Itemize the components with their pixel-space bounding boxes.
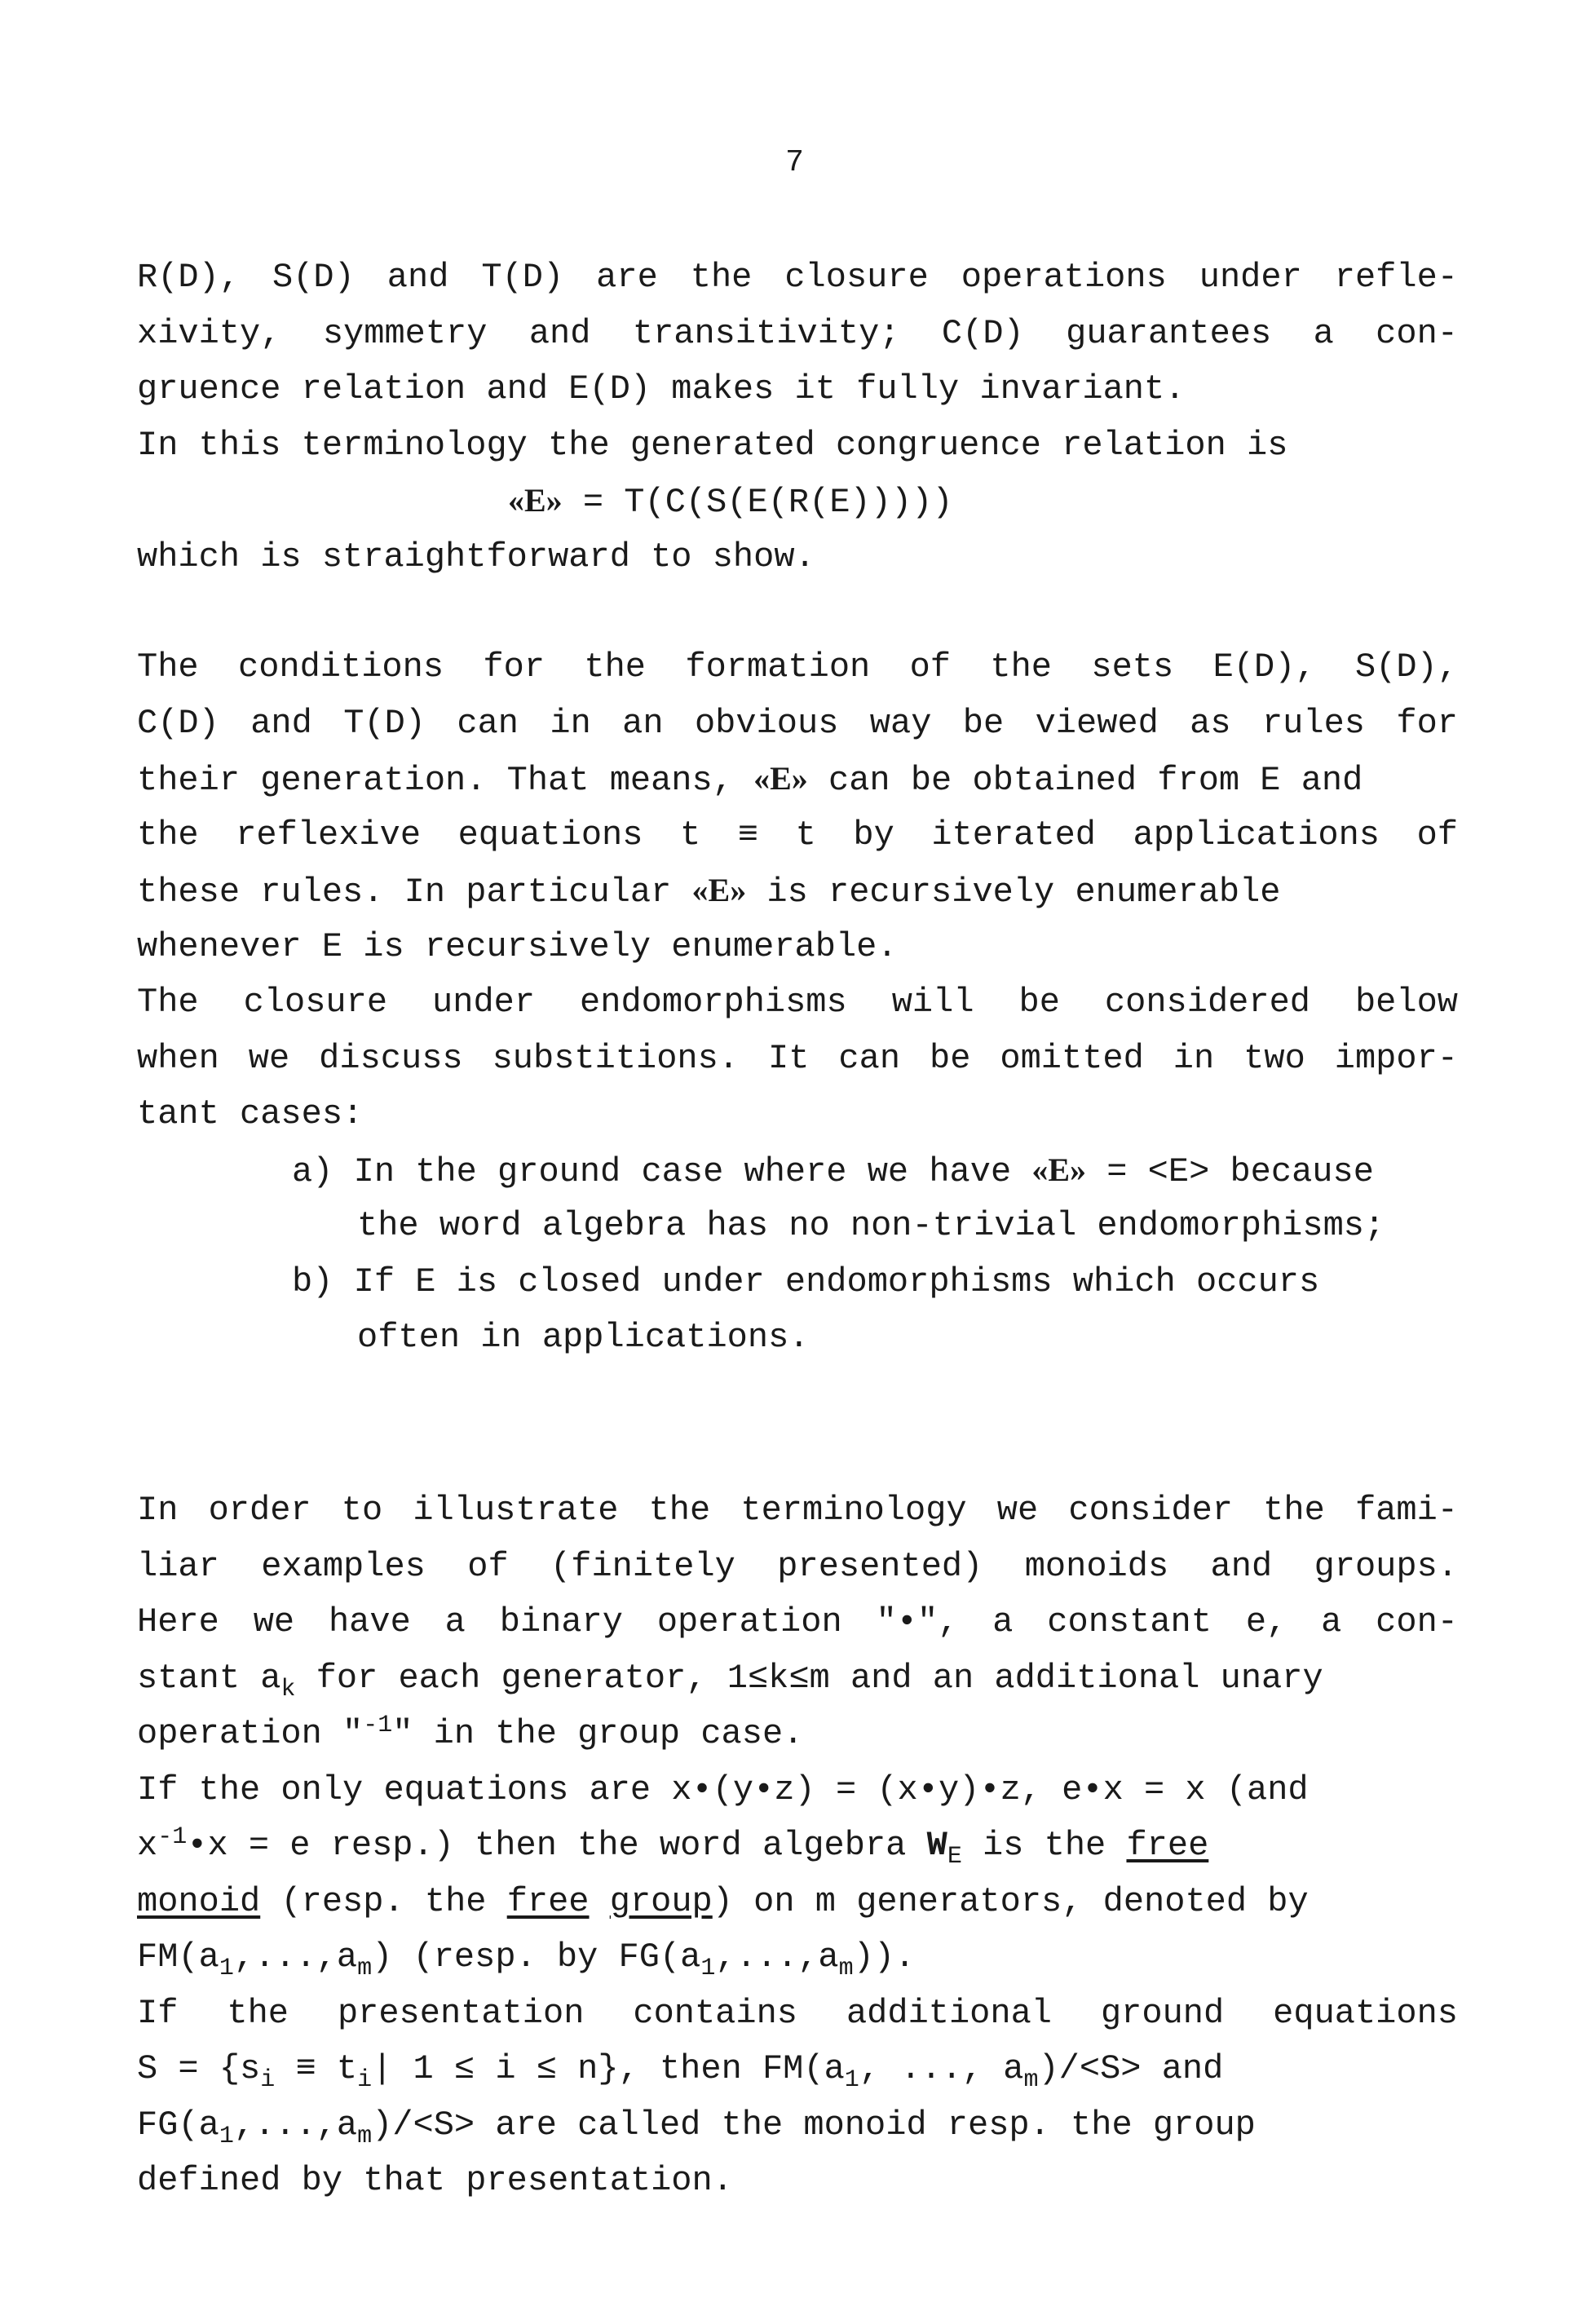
text-segment: operation " bbox=[137, 1714, 364, 1753]
text-line: when we discuss substitions. It can be omitted in two impor- bbox=[137, 1038, 1458, 1078]
generated-congruence-symbol: «E» bbox=[1031, 1151, 1087, 1188]
text-line: R(D), S(D) and T(D) are the closure operations under refle- bbox=[137, 258, 1458, 297]
list-item-a-continuation: the word algebra has no non-trivial endomorphisms; bbox=[357, 1206, 1385, 1245]
generated-congruence-symbol: «E» bbox=[753, 760, 808, 797]
text-line bbox=[137, 1706, 1458, 1762]
subscript: E bbox=[947, 1843, 962, 1871]
text-segment: , ..., a bbox=[859, 2049, 1024, 2088]
text-segment: (resp. the bbox=[260, 1881, 507, 1921]
text-line: If the only equations are x•(y•z) = (x•y)•z, e•x = x (and bbox=[137, 1770, 1309, 1809]
superscript: -1 bbox=[363, 1712, 393, 1739]
subscript: m bbox=[357, 2122, 373, 2150]
text-line: whenever E is recursively enumerable. bbox=[137, 926, 898, 966]
text-line: In this terminology the generated congruence relation is bbox=[137, 425, 1288, 465]
underlined-term: group bbox=[609, 1881, 713, 1921]
text-segment: for each generator, 1≤k≤m and an additional unary bbox=[295, 1658, 1323, 1698]
text-segment: " in the group case. bbox=[392, 1714, 804, 1753]
text-segment: is the bbox=[961, 1826, 1127, 1865]
text-line: defined by that presentation. bbox=[137, 2161, 733, 2200]
text-segment: FG(a bbox=[137, 2105, 219, 2145]
text-segment: )). bbox=[853, 1937, 916, 1977]
text-line bbox=[137, 2097, 1458, 2154]
text-segment: ,...,a bbox=[233, 2105, 358, 2145]
text-line: The closure under endomorphisms will be considered below bbox=[137, 983, 1458, 1022]
text-line bbox=[137, 1818, 1458, 1874]
text-line bbox=[137, 751, 1458, 807]
text-segment: S = {s bbox=[137, 2049, 261, 2088]
list-item-b: b) If E is closed under endomorphisms which occurs bbox=[292, 1261, 1320, 1301]
text-segment: •x = e resp.) then the word algebra bbox=[187, 1826, 927, 1865]
text-line bbox=[137, 863, 1458, 919]
text-segment: )/<S> are called the monoid resp. the group bbox=[372, 2105, 1256, 2145]
paragraph-monoids-groups bbox=[137, 1482, 1458, 2209]
text-line: tant cases: bbox=[137, 1094, 364, 1133]
text-line: liar examples of (finitely presented) monoids and groups. bbox=[137, 1546, 1458, 1586]
word-algebra-symbol: W bbox=[926, 1826, 947, 1865]
page-number: 7 bbox=[785, 145, 805, 180]
text-line: the reflexive equations t ≡ t by iterated applications of bbox=[137, 815, 1458, 855]
subscript: 1 bbox=[844, 2066, 859, 2094]
subscript: 1 bbox=[700, 1955, 716, 1982]
text-segment: ,...,a bbox=[715, 1937, 839, 1977]
underlined-term: free bbox=[506, 1881, 590, 1921]
text-segment: = <E> because bbox=[1086, 1151, 1374, 1191]
generated-congruence-symbol: «E» bbox=[691, 872, 747, 908]
text-line: In order to illustrate the terminology we consider the fami- bbox=[137, 1491, 1458, 1530]
subscript: i bbox=[260, 2066, 276, 2094]
equation-generated-congruence bbox=[137, 473, 1458, 529]
text-line bbox=[137, 1929, 1458, 1986]
subscript: 1 bbox=[219, 1955, 234, 1982]
text-segment: can be obtained from E and bbox=[807, 761, 1363, 800]
subscript: i bbox=[357, 2066, 373, 2094]
text-segment: a) In the ground case where we have bbox=[292, 1151, 1032, 1191]
text-line: xivity, symmetry and transitivity; C(D) guarantees a con- bbox=[137, 313, 1458, 353]
superscript: -1 bbox=[157, 1823, 188, 1851]
text-segment: )/<S> and bbox=[1038, 2049, 1224, 2088]
text-segment: FM(a bbox=[137, 1937, 219, 1977]
subscript: m bbox=[1023, 2066, 1039, 2094]
subscript: k bbox=[280, 1675, 296, 1703]
text-segment: | 1 ≤ i ≤ n}, then FM(a bbox=[372, 2049, 845, 2088]
text-line: Here we have a binary operation "•", a constant e, a con- bbox=[137, 1602, 1458, 1641]
text-segment: stant a bbox=[137, 1658, 281, 1698]
text-line bbox=[137, 2041, 1458, 2097]
text-segment: ) on m generators, denoted by bbox=[712, 1881, 1309, 1921]
equation-rhs: = T(C(S(E(R(E))))) bbox=[562, 483, 953, 522]
list-item-a bbox=[137, 1142, 1458, 1199]
text-line: gruence relation and E(D) makes it fully invariant. bbox=[137, 369, 1186, 409]
subscript: m bbox=[838, 1955, 854, 1982]
text-segment: x bbox=[137, 1826, 158, 1865]
generated-congruence-symbol: «E» bbox=[508, 482, 563, 519]
text-line bbox=[137, 1650, 1458, 1707]
text-segment: these rules. In particular bbox=[137, 873, 692, 912]
underlined-term: monoid bbox=[137, 1881, 261, 1921]
paragraph-formation-rules bbox=[137, 639, 1458, 1366]
underlined-term: free bbox=[1126, 1826, 1209, 1865]
text-line: which is straightforward to show. bbox=[137, 537, 815, 577]
text-segment: ) (resp. by FG(a bbox=[372, 1937, 701, 1977]
subscript: m bbox=[357, 1955, 373, 1982]
text-line: C(D) and T(D) can in an obvious way be viewed as rules for bbox=[137, 703, 1458, 743]
text-segment: their generation. That means, bbox=[137, 761, 754, 800]
paragraph-closure-operations bbox=[137, 250, 1458, 585]
text-line: If the presentation contains additional ground equations bbox=[137, 1993, 1458, 2033]
text-segment: is recursively enumerable bbox=[746, 873, 1281, 912]
text-segment: ,...,a bbox=[233, 1937, 358, 1977]
subscript: 1 bbox=[219, 2122, 234, 2150]
text-line: The conditions for the formation of the sets E(D), S(D), bbox=[137, 647, 1458, 687]
text-segment: ≡ t bbox=[275, 2049, 358, 2088]
list-item-b-continuation: often in applications. bbox=[357, 1318, 810, 1357]
text-line bbox=[137, 1874, 1458, 1930]
text-segment bbox=[590, 1882, 610, 1921]
